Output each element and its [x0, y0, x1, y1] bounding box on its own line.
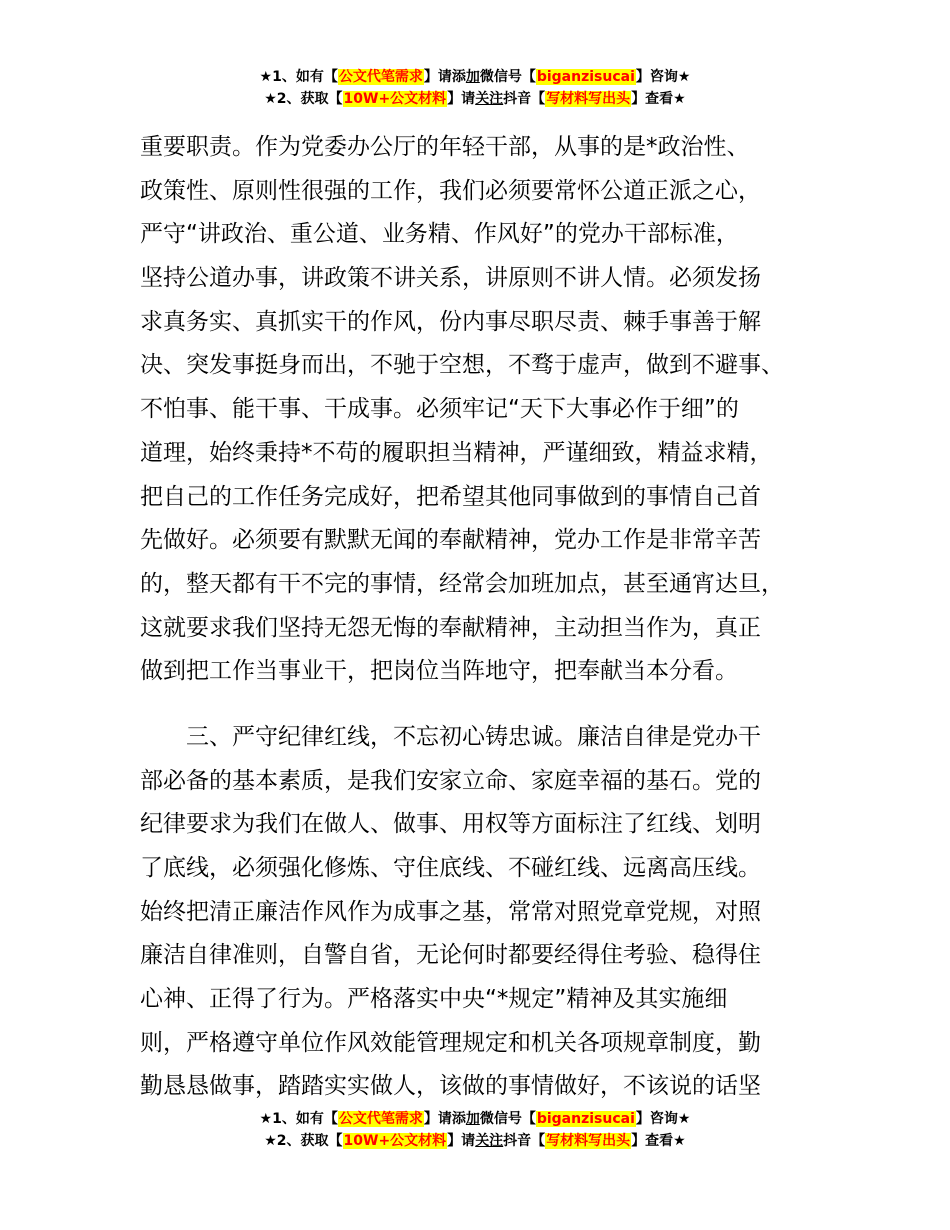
- header-banner: [0, 66, 950, 110]
- text-line: 这就要求我们坚持无怨无悔的奉献精神，主动担当作为，真正: [140, 614, 761, 641]
- text-line: 勤恳恳做事，踏踏实实做人，该做的事情做好，不该说的话坚: [140, 1073, 761, 1100]
- text-line: 求真务实、真抓实干的作风，份内事尽职尽责、棘手事善于解: [140, 308, 761, 335]
- text-line: 纪律要求为我们在做人、做事、用权等方面标注了红线、划明: [140, 811, 761, 838]
- text-line: 廉洁自律准则，自警自省，无论何时都要经得住考验、稳得住: [140, 942, 761, 969]
- footer-banner: [0, 1108, 950, 1152]
- text-line: 重要职责。作为党委办公厅的年轻干部，从事的是*政治性、: [140, 134, 750, 160]
- text-line: 不怕事、能干事、干成事。必须牢记“天下大事必作于细”的: [140, 396, 739, 423]
- text-line: 心神、正得了行为。严格落实中央“*规定”精神及其实施细: [140, 986, 728, 1013]
- text-line: 政策性、原则性很强的工作，我们必须要常怀公道正派之心，: [140, 177, 761, 204]
- header-line-2: ★2、获取【10W+公文材料】请关注抖音【写材料写出头】查看★: [264, 91, 686, 107]
- text-line: 严守“讲政治、重公道、业务精、作风好”的党办干部标准，: [140, 221, 739, 248]
- highlight-douyin-account: 写材料写出头: [546, 91, 631, 107]
- text-line: 的，整天都有干不完的事情，经常会加班加点，甚至通宵达旦，: [140, 570, 784, 597]
- text-line: 则，严格遵守单位作风效能管理规定和机关各项规章制度，勤: [140, 1029, 761, 1056]
- highlight-douyin-account: 写材料写出头: [546, 1133, 631, 1149]
- document-body: [140, 126, 830, 1109]
- paragraph-2: [140, 716, 830, 1109]
- text-line: 坚持公道办事，讲政策不讲关系，讲原则不讲人情。必须发扬: [140, 265, 761, 292]
- highlight-materials: 10W+公文材料: [343, 91, 447, 107]
- text-line: 始终把清正廉洁作风作为成事之基，常常对照党章党规，对照: [140, 898, 761, 925]
- text-line: 道理，始终秉持*不苟的履职担当精神，严谨细致，精益求精，: [140, 439, 773, 466]
- text-line: 了底线，必须强化修炼、守住底线、不碰红线、远离高压线。: [140, 855, 761, 881]
- highlight-service: 公文代笔需求: [338, 69, 423, 85]
- footer-line-1: ★1、如有【公文代笔需求】请添加微信号【biganzisucai】咨询★: [259, 1111, 691, 1127]
- text-line: 把自己的工作任务完成好，把希望其他同事做到的事情自己首: [140, 483, 761, 510]
- highlight-wechat-id: biganzisucai: [536, 69, 635, 85]
- highlight-materials: 10W+公文材料: [343, 1133, 447, 1149]
- text-line: 部必备的基本素质，是我们安家立命、家庭幸福的基石。党的: [140, 767, 761, 794]
- highlight-wechat-id: biganzisucai: [536, 1111, 635, 1127]
- text-line: 决、突发事挺身而出，不驰于空想，不骛于虚声，做到不避事、: [140, 352, 784, 379]
- highlight-service: 公文代笔需求: [338, 1111, 423, 1127]
- paragraph-1: [140, 126, 830, 694]
- text-line: 先做好。必须要有默默无闻的奉献精神，党办工作是非常辛苦: [140, 527, 761, 554]
- footer-line-2: ★2、获取【10W+公文材料】请关注抖音【写材料写出头】查看★: [264, 1133, 686, 1149]
- text-line: 三、严守纪律红线，不忘初心铸忠诚。廉洁自律是党办干: [140, 723, 761, 750]
- header-line-1: ★1、如有【公文代笔需求】请添加微信号【biganzisucai】咨询★: [259, 69, 691, 85]
- text-line: 做到把工作当事业干，把岗位当阵地守，把奉献当本分看。: [140, 658, 738, 685]
